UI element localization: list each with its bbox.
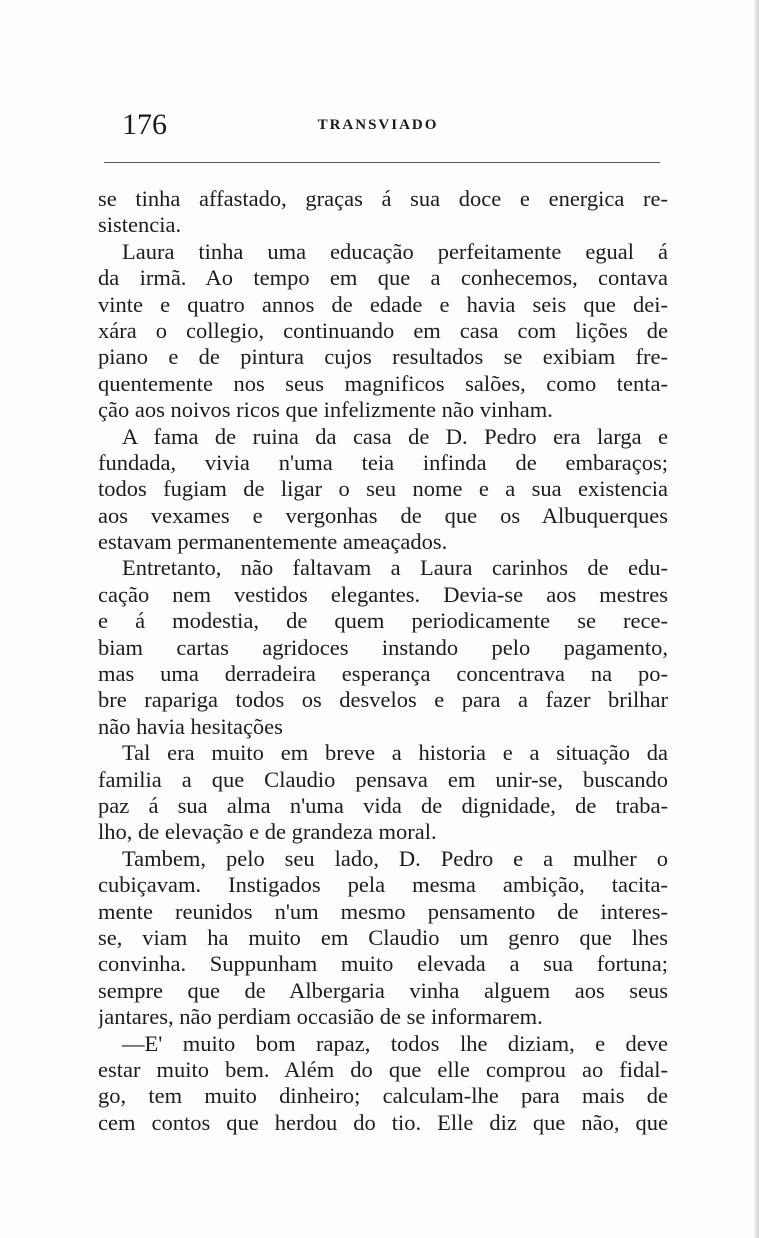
text-line: fundada, vivia n'uma teia infinda de embaraços;: [98, 449, 668, 475]
text-line: não havia hesitações: [98, 713, 283, 739]
text-line: xára o collegio, continuando em casa com lições de: [98, 317, 668, 343]
text-line: todos fugiam de ligar o seu nome e a sua existencia: [98, 476, 668, 502]
page-edge-shadow: [753, 0, 759, 1238]
text-line: familia a que Claudio pensava em unir-se, buscando: [98, 766, 668, 792]
page-header: [88, 108, 668, 148]
page-number: 176: [122, 108, 167, 141]
text-line: se tinha affastado, graças á sua doce e energica re-: [98, 186, 668, 211]
text-line: cem contos que herdou do tio. Elle diz que não, que: [98, 1109, 668, 1135]
text-line: da irmã. Ao tempo em que a conhecemos, contava: [98, 265, 668, 291]
text-line: lho, de elevação e de grandeza moral.: [98, 819, 437, 845]
text-line: aos vexames e vergonhas de que os Albuquerques: [98, 502, 668, 528]
text-line: Tal era muito em breve a historia e a situação da: [122, 740, 668, 766]
text-line: ção aos noivos ricos que infelizmente não vinham.: [98, 397, 553, 423]
body-text: [98, 186, 668, 1136]
text-line: estavam permanentemente ameaçados.: [98, 529, 448, 555]
text-line: piano e de pintura cujos resultados se exibiam fre-: [98, 344, 668, 370]
text-line: e á modestia, de quem periodicamente se rece-: [98, 608, 668, 634]
text-line: —E' muito bom rapaz, todos lhe diziam, e deve: [122, 1030, 668, 1056]
text-line: se, viam ha muito em Claudio um genro que lhes: [98, 924, 668, 950]
text-line: jantares, não perdiam occasião de se informarem.: [98, 1004, 543, 1030]
text-line: sistencia.: [98, 212, 182, 238]
text-line: cubiçavam. Instigados pela mesma ambição, tacita-: [98, 872, 668, 898]
text-line: paz á sua alma n'uma vida de dignidade, de traba-: [98, 792, 668, 818]
text-line: cação nem vestidos elegantes. Devia-se aos mestres: [98, 581, 668, 607]
text-line: vinte e quatro annos de edade e havia seis que dei-: [98, 291, 668, 317]
text-line: biam cartas agridoces instando pelo pagamento,: [98, 634, 668, 660]
text-line: sempre que de Albergaria vinha alguem aos seus: [98, 977, 668, 1003]
text-line: Entretanto, não faltavam a Laura carinhos de edu-: [122, 555, 668, 581]
text-line: quentemente nos seus magnificos salões, como tenta-: [98, 370, 668, 396]
text-line: mas uma derradeira esperança concentrava na po-: [98, 661, 668, 687]
text-line: estar muito bem. Além do que elle comprou ao fidal-: [98, 1056, 668, 1082]
text-line: Laura tinha uma educação perfeitamente egual á: [122, 238, 668, 264]
text-line: A fama de ruina da casa de D. Pedro era larga e: [122, 423, 668, 449]
text-line: Tambem, pelo seu lado, D. Pedro e a mulher o: [122, 845, 668, 871]
text-line: mente reunidos n'um mesmo pensamento de interes-: [98, 898, 668, 924]
header-rule: [104, 162, 660, 163]
text-line: go, tem muito dinheiro; calculam-lhe para mais de: [98, 1083, 668, 1109]
text-line: bre rapariga todos os desvelos e para a fazer brilhar: [98, 687, 668, 713]
text-line: convinha. Suppunham muito elevada a sua fortuna;: [98, 951, 668, 977]
running-title: TRANSVIADO: [317, 117, 439, 133]
